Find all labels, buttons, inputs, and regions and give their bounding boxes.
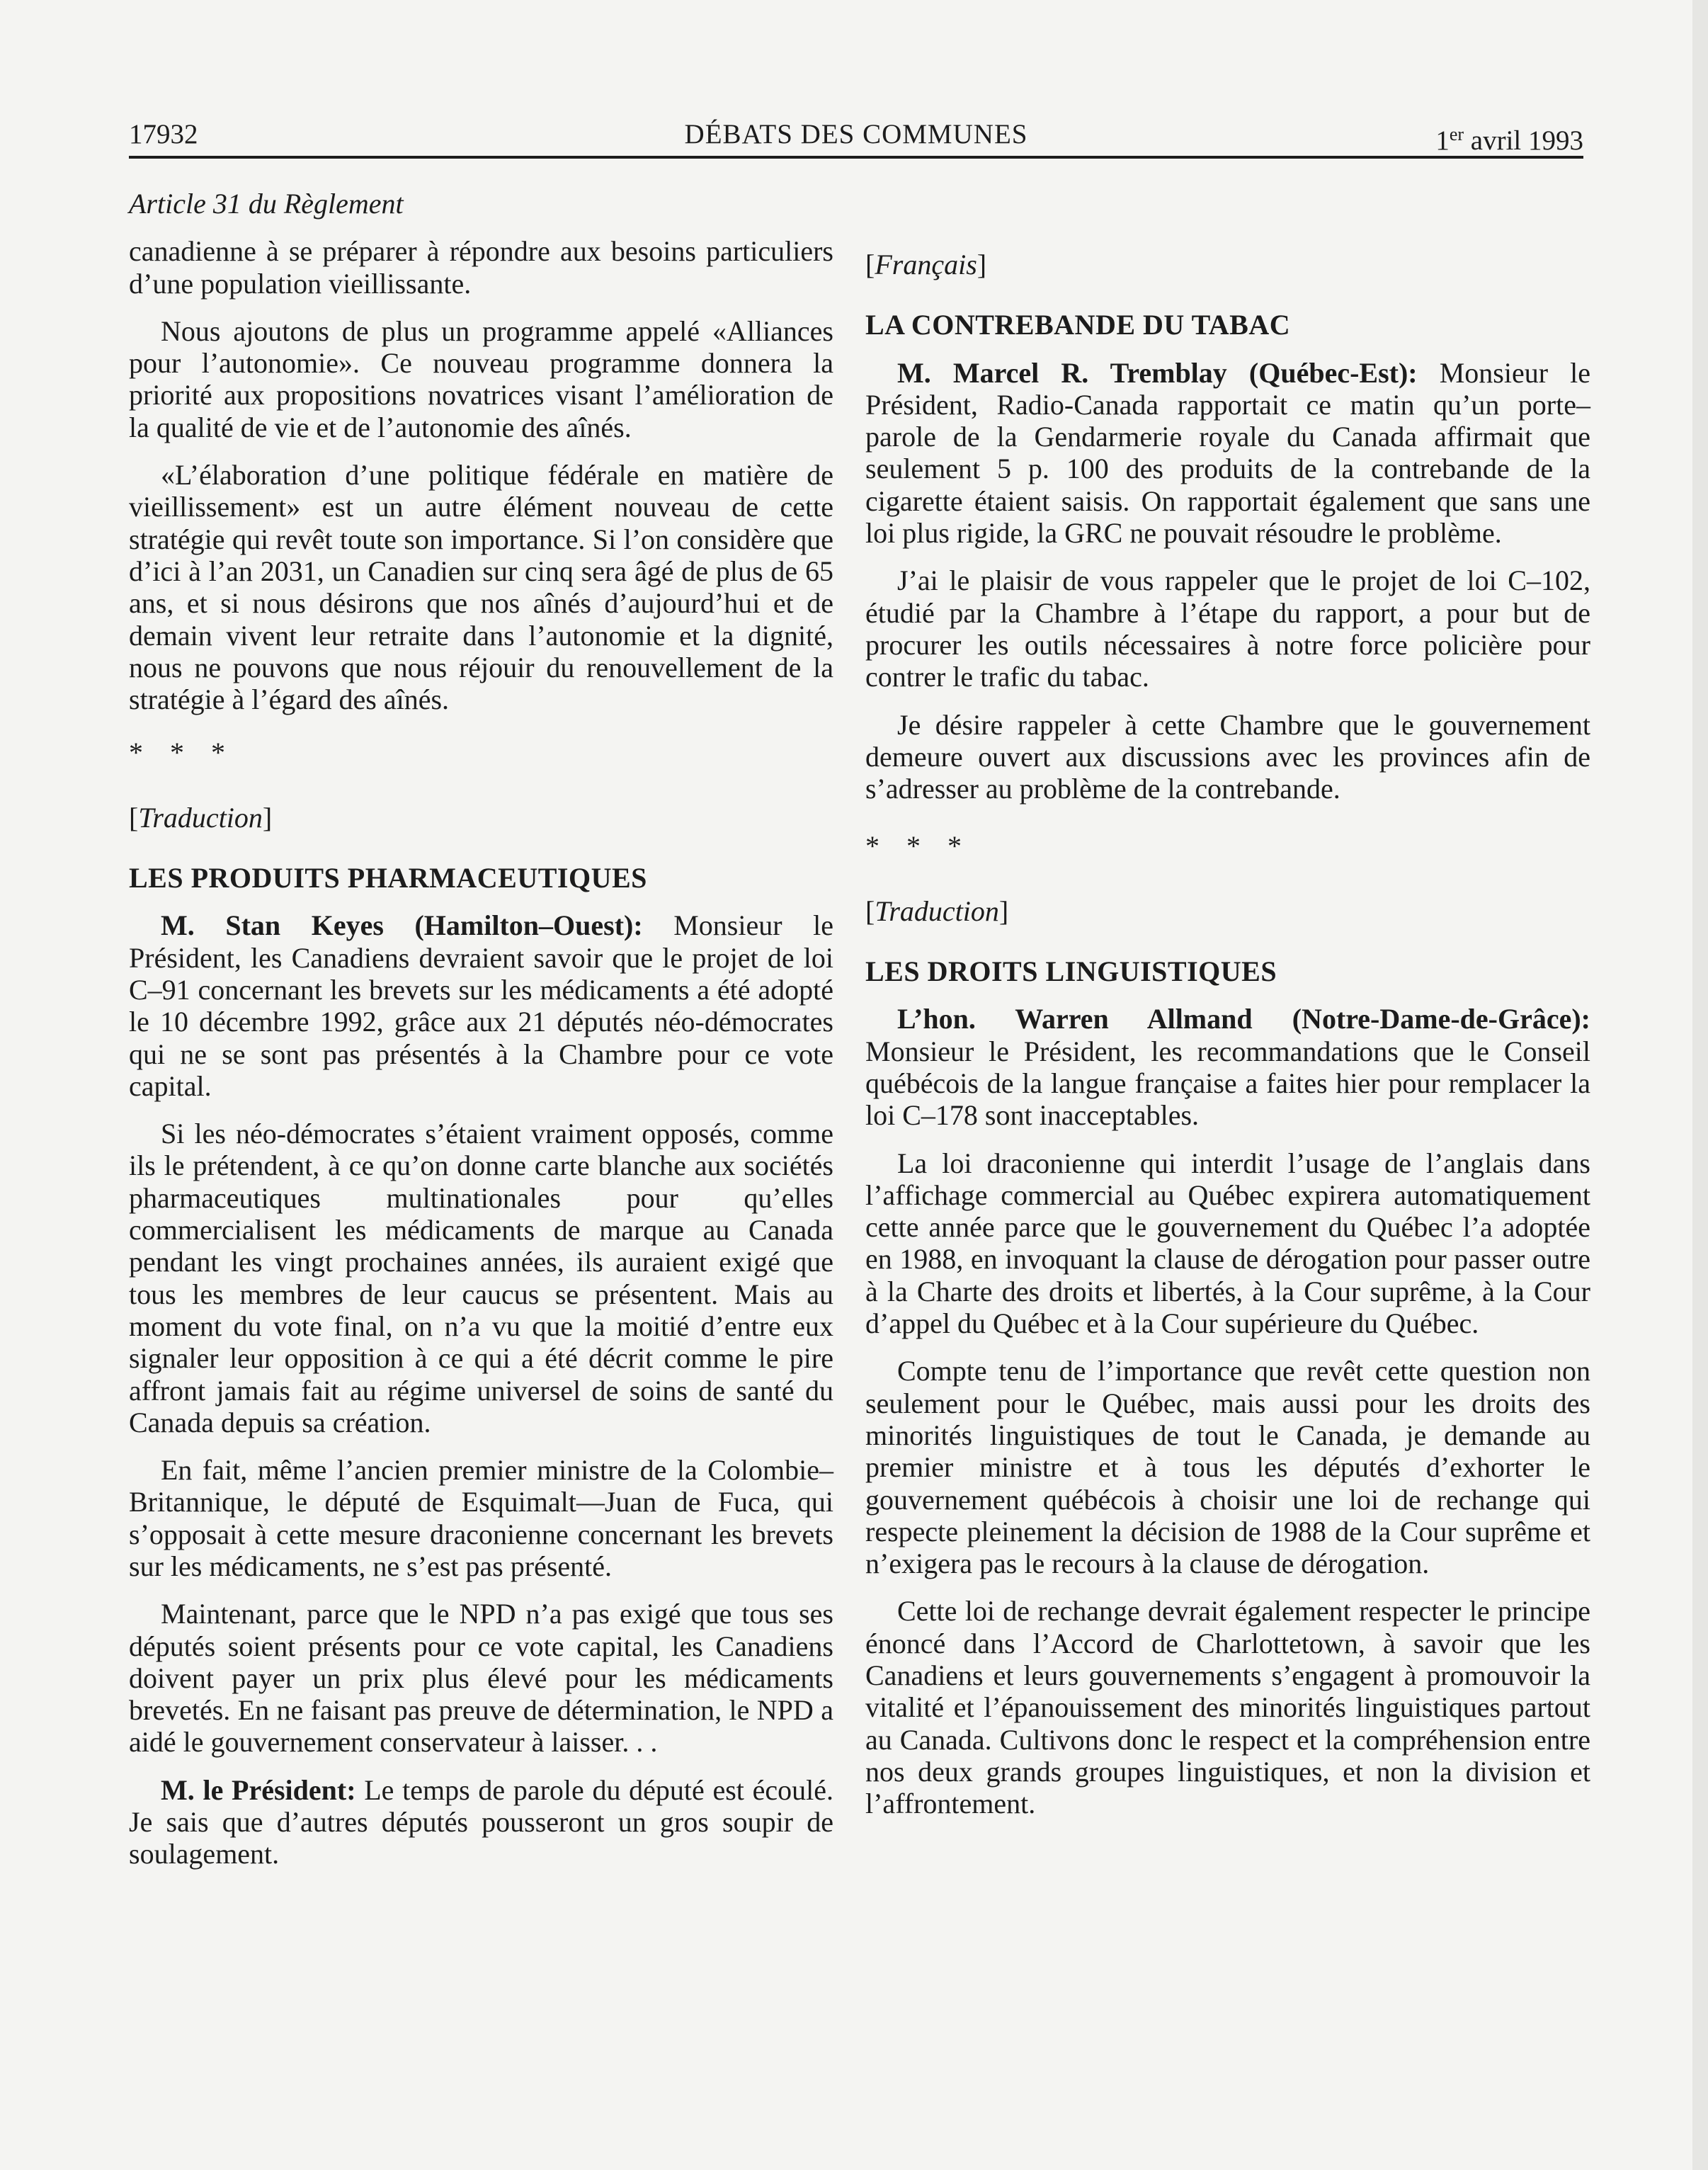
left-column [129,188,833,1886]
language-label [865,249,1590,280]
bracket-open: [ [865,249,875,280]
language-label [865,895,1590,927]
paragraph: Si les néo-démocrates s’étaient vraiment opposés, comme ils le prétendent, à ce qu’on donne carte blanche aux sociétés pharmaceutiques multinationales pour qu’elles commercialisent les médicaments de marque au Canada pendant les vingt prochaines années, ils auraient exigé que tous les membres de leur caucus se présentent. Mais au moment du vote final, on n’a vu que la moitié d’entre eux signaler leur opposition à ce qui a été décrit comme le pire affront jamais fait au régime universel de soins de santé du Canada depuis sa création. [129,1118,833,1438]
paragraph: La loi draconienne qui interdit l’usage de l’anglais dans l’affichage commercial au Québec expirera automatiquement cette année parce que le gouvernement du Québec l’a adoptée en 1988, en invoquant la clause de dérogation pour passer outre à la Charte des droits et libertés, à la Cour suprême, à la Cour d’appel du Québec et à la Cour supérieure du Québec. [865,1147,1590,1340]
rule-label: Article 31 du Règlement [129,188,404,220]
paragraph: En fait, même l’ancien premier ministre de la Colombie–Britannique, le député de Esquimalt—Juan de Fuca, qui s’opposait à cette mesure draconienne concernant les brevets sur les médicaments, ne s’est pas présenté. [129,1454,833,1582]
paragraph: Je désire rappeler à cette Chambre que le gouvernement demeure ouvert aux discussions avec les provinces afin de s’adresser au problème de la contrebande. [865,708,1590,805]
paragraph: canadienne à se préparer à répondre aux besoins particuliers d’une population vieillissante. [129,235,833,300]
statement-paragraph [865,357,1590,550]
date-suffix: er [1449,124,1464,144]
date-month-year: avril 1993 [1464,125,1583,156]
language-label [129,802,833,834]
language-label-text: Français [875,249,977,280]
paragraph: Nous ajoutons de plus un programme appelé «Alliances pour l’autonomie». Ce nouveau programme donnera la priorité aux propositions novatrices visant l’amélioration de la qualité de vie et de l’autonomie des aînés. [129,314,833,443]
bracket-close: ] [977,249,987,280]
page-header [129,113,1583,156]
section-separator: * * * [865,830,972,863]
speaker-name: M. Stan Keyes (Hamilton–Ouest): [161,909,643,942]
paragraph: Maintenant, parce que le NPD n’a pas exigé que tous ses députés soient présents pour ce vote capital, les Canadiens doivent payer un prix plus élevé pour les médicaments brevetés. En ne faisant pas preuve de détermination, le NPD a aidé le gouvernement conservateur à laisser. . . [129,1598,833,1759]
bracket-close: ] [998,894,1009,927]
statement-text: Le temps de parole du député est écoulé. Je sais que d’autres députés pousseront un gros soupir de soulagement. [129,1773,833,1870]
speaker-name: L’hon. Warren Allmand (Notre-Dame-de-Grâce): [897,1003,1590,1035]
speaker-name: M. Marcel R. Tremblay (Québec-Est): [897,356,1418,389]
bracket-open: [ [865,894,875,927]
publication-title: DÉBATS DES COMMUNES [684,119,1028,149]
page-edge-shadow [1692,0,1708,2170]
language-label-text: Traduction [138,801,263,834]
right-column [865,188,1590,1835]
language-label-text: Traduction [875,894,999,927]
speaker-name: M. le Président: [161,1773,356,1806]
date-day: 1 [1435,125,1450,156]
section-heading: LES DROITS LINGUISTIQUES [865,955,1277,988]
paragraph: Compte tenu de l’importance que revêt cette question non seulement pour le Québec, mais aussi pour les droits des minorités linguistiques de tout le Canada, je demande au premier ministre et à tous les députés d’exhorter le gouvernement québécois à choisir une loi de rechange qui respecte pleinement la décision de 1988 de la Cour suprême et n’exigera pas le recours à la clause de dérogation. [865,1355,1590,1580]
statement-paragraph [865,1003,1590,1131]
paragraph: «L’élaboration d’une politique fédérale en matière de vieillissement» est un autre élément nouveau de cette stratégie qui revêt toute son importance. Si l’on considère que d’ici à l’an 2031, un Canadien sur cinq sera âgé de plus de 65 ans, et si nous désirons que nos aînés d’aujourd’hui et de demain vivent leur retraite dans l’autonomie et la dignité, nous ne pouvons que nous réjouir du renouvellement de la stratégie à l’égard des aînés. [129,459,833,716]
section-heading: LES PRODUITS PHARMACEUTIQUES [129,862,647,894]
paragraph: Cette loi de rechange devrait également respecter le principe énoncé dans l’Accord de Charlottetown, à savoir que les Canadiens et leurs gouvernements s’engagent à promouvoir la vitalité et l’épanouissement des minorités linguistiques partout au Canada. Cultivons donc le respect et la compréhension entre nos deux grands groupes linguistiques, et non la division et l’affrontement. [865,1595,1590,1820]
publication-date [1435,113,1583,162]
section-separator: * * * [129,737,235,769]
statement-text: Monsieur le Président, les Canadiens devraient savoir que le projet de loi C–91 concernant les brevets sur les médicaments a été adopté le 10 décembre 1992, grâce aux 21 députés néo-démocrates qui ne se sont pas présentés à la Chambre pour ce vote capital. [129,909,834,1102]
paragraph: J’ai le plaisir de vous rappeler que le projet de loi C–102, étudié par la Chambre à l’étape du rapport, a pour but de procurer les outils nécessaires à notre force policière pour contrer le trafic du tabac. [865,564,1590,693]
header-rule [129,156,1583,159]
statement-paragraph [129,909,833,1102]
bracket-close: ] [262,801,273,834]
section-heading: LA CONTREBANDE DU TABAC [865,309,1291,341]
page-number: 17932 [129,119,198,149]
bracket-open: [ [129,801,139,834]
statement-text: Monsieur le Président, les recommandations que le Conseil québécois de la langue française a faites hier pour remplacer la loi C–178 sont inacceptables. [865,1035,1590,1132]
statement-paragraph [129,1774,833,1870]
statement-text: Monsieur le Président, Radio-Canada rapportait ce matin qu’un porte–parole de la Gendarmerie royale du Canada affirmait que seulement 5 p. 100 des produits de la contrebande de la cigarette étaient saisis. On rapportait également que sans une loi plus rigide, la GRC ne pouvait résoudre le problème. [865,356,1591,550]
